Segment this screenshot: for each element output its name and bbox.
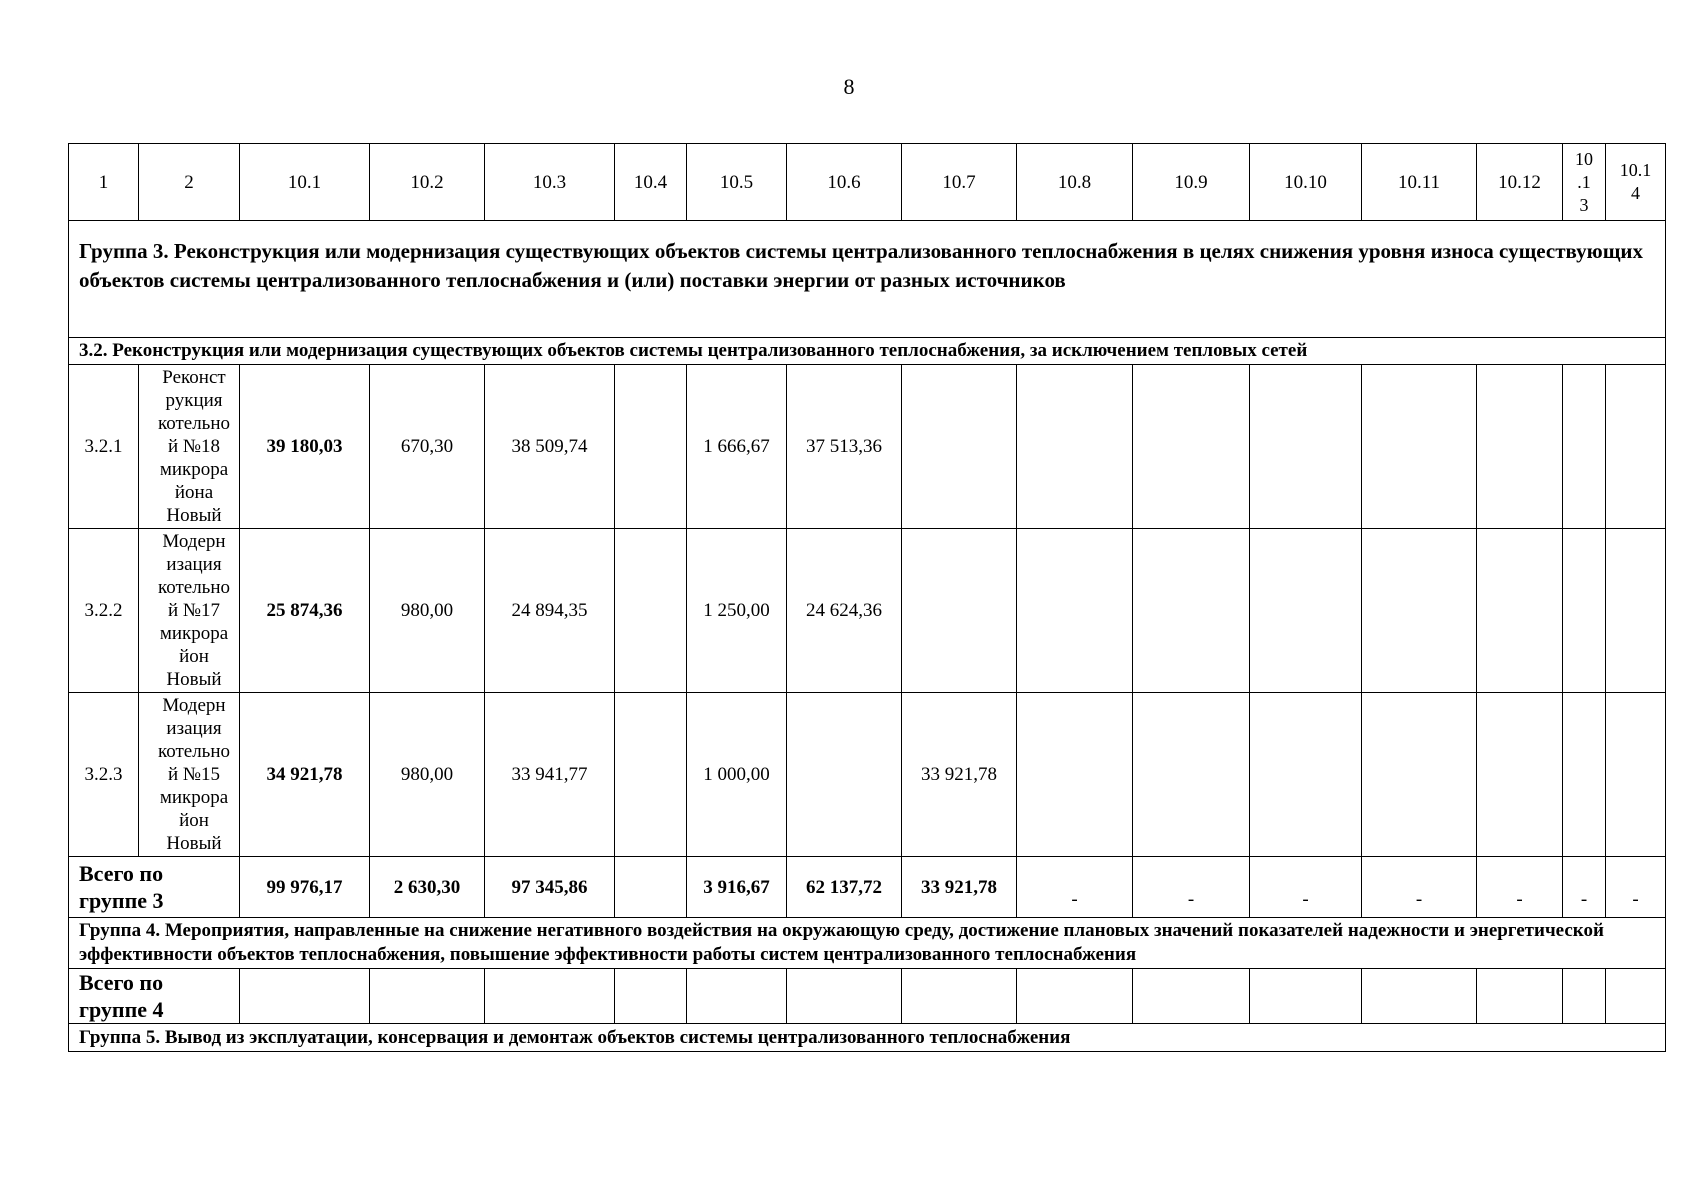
total-label: Всего по группе 4 [69,969,240,1024]
investment-table [68,143,1666,1052]
header-cell: 1 [69,144,139,221]
header-cell: 10.9 [1133,144,1250,221]
group-3-total-row [69,857,1666,918]
group-5-title: Группа 5. Вывод из эксплуатации, консервация и демонтаж объектов системы централизованного теплоснабжения [69,1024,1666,1052]
total-10-4 [615,969,687,1024]
cell-10-8 [1017,365,1133,529]
total-10-3: 97 345,86 [485,857,615,918]
cell-10-6 [787,693,902,857]
cell-10-3: 33 941,77 [485,693,615,857]
total-10-12 [1477,969,1563,1024]
row-name: Модерн изация котельно й №17 микрора йон Новый [139,529,240,693]
header-cell: 10.1 4 [1606,144,1666,221]
cell-10-14 [1606,365,1666,529]
cell-10-13 [1563,693,1606,857]
total-10-7: 33 921,78 [902,857,1017,918]
total-10-7 [902,969,1017,1024]
page-number: 8 [843,74,855,99]
cell-10-2: 670,30 [370,365,485,529]
cell-10-10 [1250,529,1362,693]
total-10-5 [687,969,787,1024]
header-cell: 10.10 [1250,144,1362,221]
cell-10-2: 980,00 [370,693,485,857]
group-4-total-row [69,969,1666,1024]
total-label: Всего по группе 3 [69,857,240,918]
header-cell: 10.4 [615,144,687,221]
cell-10-12 [1477,693,1563,857]
total-10-8: - [1017,857,1133,918]
subgroup-3-2-title: 3.2. Реконструкция или модернизация существующих объектов системы централизованного теплоснабжения, за исключением тепловых сетей [69,338,1666,365]
row-number: 3.2.2 [69,529,139,693]
row-name: Реконст рукция котельно й №18 микрора йона Новый [139,365,240,529]
cell-10-9 [1133,365,1250,529]
cell-10-6: 24 624,36 [787,529,902,693]
row-name: Модерн изация котельно й №15 микрора йон Новый [139,693,240,857]
cell-10-5: 1 666,67 [687,365,787,529]
cell-10-3: 38 509,74 [485,365,615,529]
total-10-11 [1362,969,1477,1024]
header-cell: 10.12 [1477,144,1563,221]
total-10-4 [615,857,687,918]
header-cell: 10.8 [1017,144,1133,221]
total-10-11: - [1362,857,1477,918]
header-row [69,144,1666,221]
total-10-9 [1133,969,1250,1024]
total-10-1 [240,969,370,1024]
cell-10-5: 1 250,00 [687,529,787,693]
total-10-6: 62 137,72 [787,857,902,918]
cell-10-1: 25 874,36 [240,529,370,693]
total-10-10: - [1250,857,1362,918]
total-10-2: 2 630,30 [370,857,485,918]
cell-10-4 [615,365,687,529]
cell-10-10 [1250,365,1362,529]
total-10-14: - [1606,857,1666,918]
cell-10-7 [902,365,1017,529]
total-10-13 [1563,969,1606,1024]
cell-10-13 [1563,529,1606,693]
header-cell: 10 .1 3 [1563,144,1606,221]
cell-10-1: 34 921,78 [240,693,370,857]
cell-10-2: 980,00 [370,529,485,693]
cell-10-11 [1362,529,1477,693]
header-cell: 10.2 [370,144,485,221]
total-10-6 [787,969,902,1024]
total-10-13: - [1563,857,1606,918]
header-cell: 10.6 [787,144,902,221]
group-3-row [69,221,1666,338]
cell-10-7 [902,529,1017,693]
header-cell: 10.1 [240,144,370,221]
group-5-row [69,1024,1666,1052]
table-row [69,365,1666,529]
cell-10-4 [615,529,687,693]
cell-10-5: 1 000,00 [687,693,787,857]
total-10-1: 99 976,17 [240,857,370,918]
cell-10-9 [1133,693,1250,857]
cell-10-11 [1362,365,1477,529]
cell-10-10 [1250,693,1362,857]
table-row [69,693,1666,857]
total-10-2 [370,969,485,1024]
cell-10-1: 39 180,03 [240,365,370,529]
cell-10-6: 37 513,36 [787,365,902,529]
total-10-8 [1017,969,1133,1024]
cell-10-12 [1477,529,1563,693]
subgroup-3-2-row [69,338,1666,365]
header-cell: 10.3 [485,144,615,221]
cell-10-9 [1133,529,1250,693]
header-cell: 10.5 [687,144,787,221]
total-10-14 [1606,969,1666,1024]
header-cell: 10.7 [902,144,1017,221]
total-10-3 [485,969,615,1024]
header-cell: 10.11 [1362,144,1477,221]
cell-10-4 [615,693,687,857]
group-4-title: Группа 4. Мероприятия, направленные на снижение негативного воздействия на окружающую среду, достижение плановых значений показателей надежности и энергетической эффективности объектов теплоснабжения, повышение эффективности работы систем централизованного теплоснабжения [69,918,1666,969]
row-number: 3.2.3 [69,693,139,857]
row-number: 3.2.1 [69,365,139,529]
total-10-9: - [1133,857,1250,918]
total-10-5: 3 916,67 [687,857,787,918]
cell-10-14 [1606,529,1666,693]
cell-10-13 [1563,365,1606,529]
cell-10-11 [1362,693,1477,857]
total-10-10 [1250,969,1362,1024]
cell-10-7: 33 921,78 [902,693,1017,857]
cell-10-8 [1017,693,1133,857]
cell-10-8 [1017,529,1133,693]
group-4-row [69,918,1666,969]
header-cell: 2 [139,144,240,221]
table-row [69,529,1666,693]
cell-10-14 [1606,693,1666,857]
group-3-title: Группа 3. Реконструкция или модернизация существующих объектов системы централизованного теплоснабжения в целях снижения уровня износа существующих объектов системы централизованного теплоснабжения и (или) поставки энергии от разных источников [69,221,1666,338]
total-10-12: - [1477,857,1563,918]
cell-10-3: 24 894,35 [485,529,615,693]
cell-10-12 [1477,365,1563,529]
